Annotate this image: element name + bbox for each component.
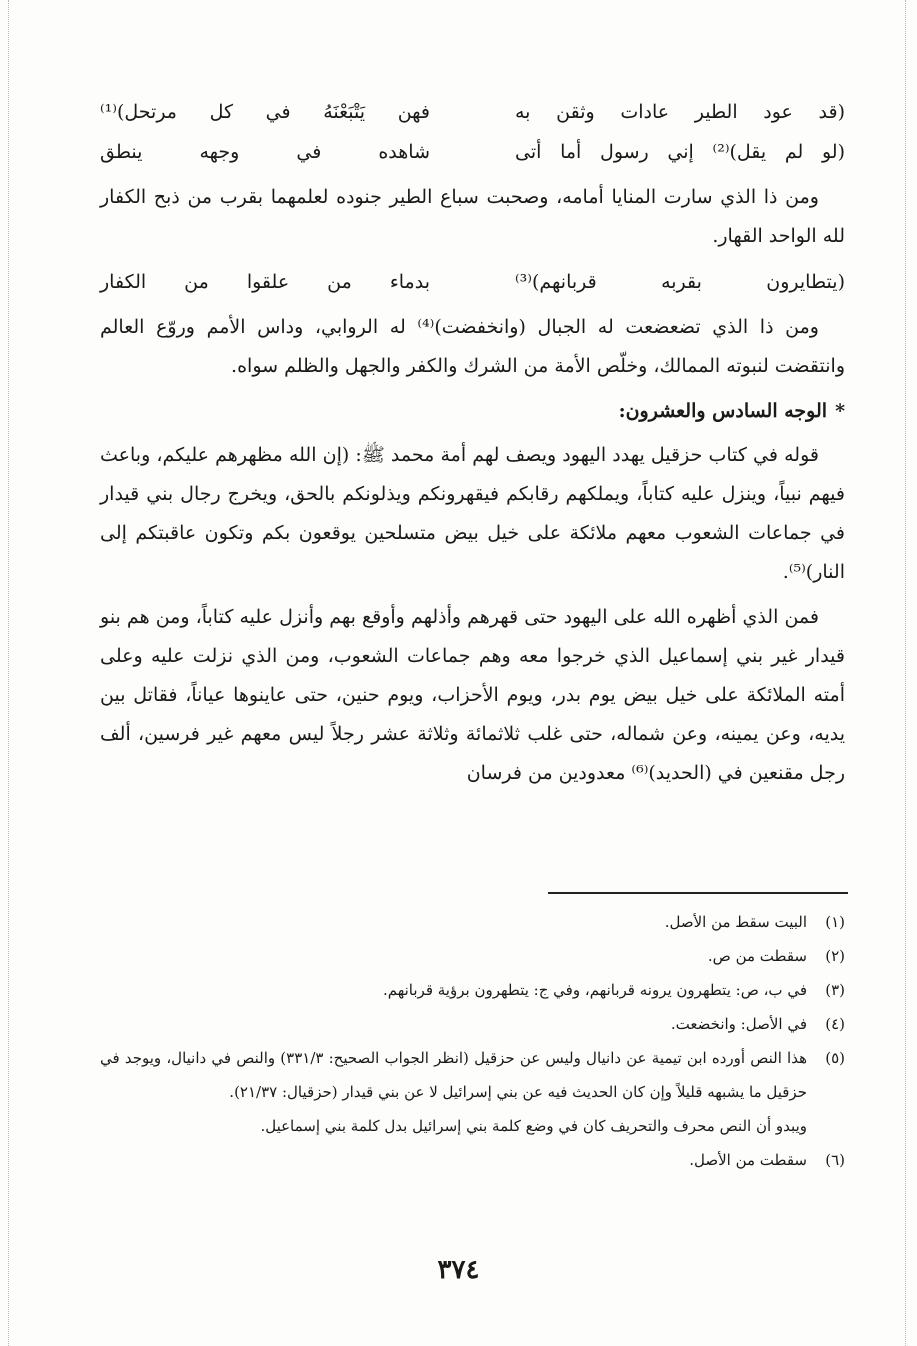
section-heading bbox=[100, 392, 845, 430]
footnote-text: سقطت من الأصل. bbox=[689, 1151, 807, 1169]
footnote bbox=[100, 973, 845, 1007]
verse-hemistich-second: شاهده في وجهه ينطق bbox=[100, 141, 430, 163]
footnote-number: (٥) bbox=[825, 1049, 845, 1067]
footnote bbox=[100, 1041, 845, 1109]
paragraph: قوله في كتاب حزقيل يهدد اليهود ويصف لهم أمة محمد ﷺ: (إن الله مظهرهم عليكم، وباعث فيهم نبياً، وينزل عليه كتاباً، ويملكهم رقابكم فيقهرونكم ويذلونكم بالحق، ويخرج رجال بني قيدار في جماعات الشعوب معهم ملائكة على خيل بيض متسلحين يوقعون بكم وتكون عاقبتكم إلى النار)⁽⁵⁾. bbox=[100, 444, 845, 583]
footnote-text: البيت سقط من الأصل. bbox=[664, 913, 807, 931]
footnote-text: ويبدو أن النص محرف والتحريف كان في وضع كلمة بني إسرائيل بدل كلمة بني إسماعيل. bbox=[260, 1117, 807, 1135]
scan-edge-left bbox=[8, 0, 9, 1346]
footnote-continuation bbox=[100, 1109, 845, 1143]
verse-line bbox=[100, 262, 845, 302]
footnote-text: هذا النص أورده ابن تيمية عن دانيال وليس عن حزقيل (انظر الجواب الصحيح: ٣٣١/٣) والنص في دانيال، ويوجد في حزقيل ما يشبهه قليلاً وإن كان الحديث فيه عن بني إسرائيل لا عن بني قيدار (حزقيال: ٢١/٣٧). bbox=[100, 1049, 807, 1101]
footnote-text: في ب، ص: يتطهرون يرونه قربانهم، وفي ج: يتطهرون برؤية قربانهم. bbox=[382, 981, 807, 999]
footnote-text: سقطت من ص. bbox=[707, 947, 807, 965]
verse-hemistich-second: بدماء من علقوا من الكفار bbox=[100, 271, 430, 293]
footnote-number: (٦) bbox=[825, 1151, 845, 1169]
footnote-number: (١) bbox=[825, 913, 845, 931]
paragraph: ومن ذا الذي تضعضعت له الجبال (وانخفضت)⁽⁴⁾ له الروابي، وداس الأمم وروّع العالم وانتقضت لنبوته الممالك، وخلّص الأمة من الشرك والكفر والجهل والظلم سواه. bbox=[100, 316, 845, 377]
section-heading-text: الوجه السادس والعشرون: bbox=[618, 400, 828, 422]
verse-hemistich-first: (لو لم يقل)⁽²⁾ إني رسول أما أتى bbox=[515, 141, 846, 163]
footnote bbox=[100, 905, 845, 939]
scan-edge-right bbox=[905, 0, 906, 1346]
asterisk-icon: * bbox=[835, 400, 845, 422]
verse-line bbox=[100, 92, 845, 132]
verse-hemistich-first: (يتطايرون بقربه قربانهم)⁽³⁾ bbox=[515, 271, 845, 293]
footnote-text: في الأصل: وانخضعت. bbox=[670, 1015, 807, 1033]
footnote-separator bbox=[548, 892, 848, 894]
paragraph: ومن ذا الذي سارت المنايا أمامه، وصحبت سباع الطير جنوده لعلمهما بقرب من ذبح الكفار لله الواحد القهار. bbox=[100, 186, 845, 247]
page-number: ٣٧٤ bbox=[437, 1255, 480, 1285]
verse-hemistich-first: (قد عود الطير عادات وثقن به bbox=[515, 101, 845, 123]
footnote bbox=[100, 1007, 845, 1041]
paragraph: فمن الذي أظهره الله على اليهود حتى قهرهم وأذلهم وأوقع بهم وأنزل عليه كتاباً، ومن هم بنو قيدار غير بني إسماعيل الذي خرجوا معه وهم جماعات الشعوب، ومن الذي نزلت عليه وعلى أمته الملائكة على خيل بيض يوم بدر، ويوم الأحزاب، ويوم حنين، حتى عاينوها عياناً، فقاتل بين يديه، وعن يمينه، وعن شماله، حتى غلب ثلاثمائة وثلاثة عشر رجلاً ليس معهم غير فرسين، ألف رجل مقنعين في (الحديد)⁽⁶⁾ معدودين من فرسان bbox=[100, 606, 845, 784]
footnote-number: (٤) bbox=[825, 1015, 845, 1033]
footnote-number: (٢) bbox=[825, 947, 845, 965]
main-text bbox=[100, 92, 845, 799]
footnote bbox=[100, 1143, 845, 1177]
verse-hemistich-second: فهن يَتْبَعْنَهُ في كل مرتحل)⁽¹⁾ bbox=[100, 101, 430, 123]
footnotes bbox=[100, 905, 845, 1177]
footnote-number: (٣) bbox=[825, 981, 845, 999]
footnote bbox=[100, 939, 845, 973]
verse-line bbox=[100, 132, 845, 172]
